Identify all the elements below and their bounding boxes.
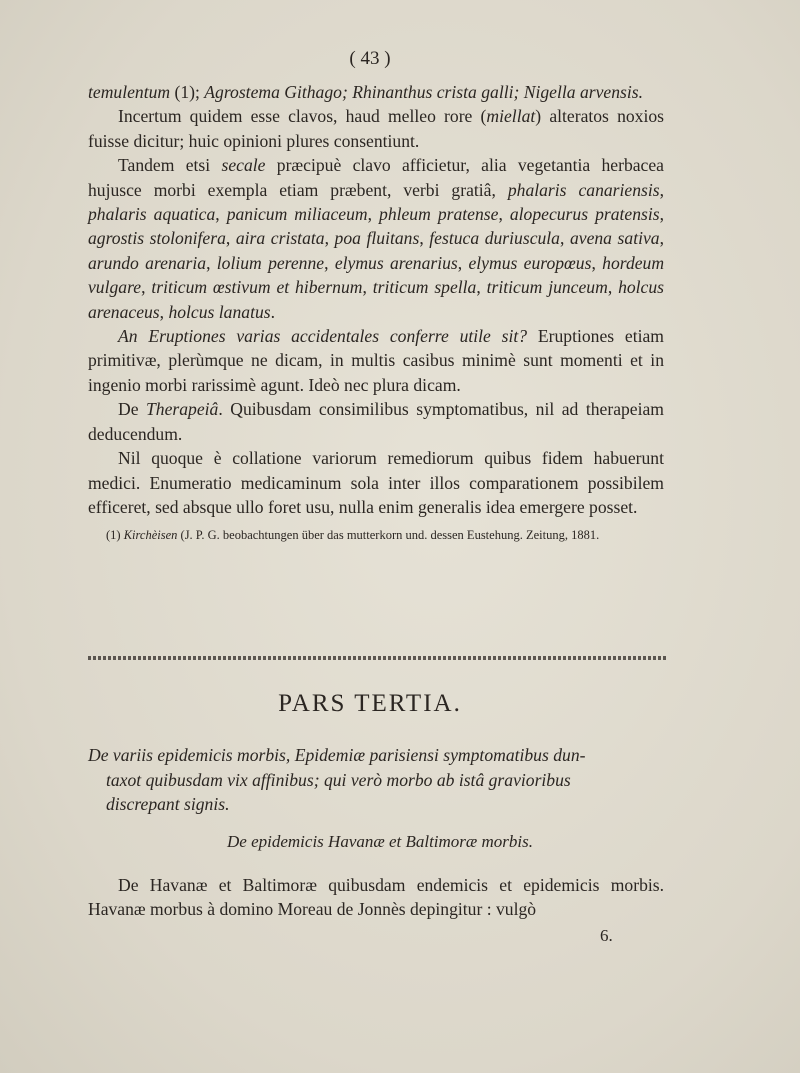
italic-run: agrostis stolonifera [88,228,226,249]
text-run: Tandem etsi [118,155,222,176]
paragraph [88,324,664,397]
text-run: , [498,204,510,225]
text-run: , [419,228,430,249]
italic-run: arundo arenaria [88,252,207,273]
text-run: , [225,228,236,249]
text-run: , [659,228,664,249]
italic-run: holcus arenaceus [88,277,665,322]
italic-run: poa fluitans [334,228,420,249]
italic-run: panicum miliaceum [226,204,368,225]
text-run: , [659,179,664,200]
body-text [88,873,664,922]
text-run: , [559,228,570,249]
italic-run: Agrostema Githago; Rhinanthus crista galli; Nigella arvensis. [204,82,643,102]
paragraph [88,397,664,446]
italic-run: triticum junceum [486,277,608,298]
italic-run: hordeum vulgare [88,252,665,298]
text-run: ) alteratos noxios fuisse dicitur; huic opinioni plures consentiunt. [88,106,665,151]
italic-run: lolium perenne [216,252,325,273]
page-number: ( 43 ) [349,48,391,69]
italic-run: miellat [486,106,536,127]
italic-run: holcus lanatus [168,301,271,322]
section-divider [88,656,666,660]
text-run: , [324,228,335,249]
subsection-heading: De epidemicis Havanæ et Baltimoræ morbis. [227,832,533,851]
text-run: (1) [106,528,124,543]
text-run: Eruptiones etiam primitivæ, plerùmque ne dicam, in multis casibus minimè sunt momenti et in ingenio morbi rarissimè agunt. Ideò nec plura dicam. [88,326,664,395]
text-run: , [324,252,335,273]
text-run: Nil quoque è collatione variorum remediorum quibus fidem habuerunt medici. Enumeratio medicaminum sola inter illos comparationem possibilem efficeret, sed absque ullo foret usu, nulla enim generalis idea emergere posset. [88,448,664,517]
summary-line: De variis epidemicis morbis, Epidemiæ parisiensi symptomatibus dun- [88,745,586,765]
italic-run: phalaris aquatica [88,204,216,225]
italic-run: avena sativa [569,228,660,249]
text-run: (1); [170,82,205,102]
text-run: . [270,301,276,322]
text-run: , [659,204,664,225]
paragraph [88,104,664,153]
italic-run: Kirchèisen [123,528,178,543]
section-heading: PARS TERTIA. [278,690,462,717]
italic-run: festuca duriuscula [429,228,560,249]
footnote [88,525,664,545]
text-run: , [476,277,487,298]
text-run: , [607,277,619,298]
italic-run: triticum spella [372,277,477,298]
text-run: , [159,301,169,322]
paragraph [88,153,664,324]
section-summary [88,743,664,817]
body-text [88,80,664,545]
italic-run: phalaris canariensis [507,179,660,200]
italic-run: temulentum [88,82,171,102]
paragraph [88,446,664,519]
italic-run: An Eruptiones varias accidentales conferre utile sit? [118,326,528,347]
text-run: , [362,277,373,298]
text-run: De [118,399,147,420]
italic-run: secale [221,155,266,176]
text-run: , [141,277,152,298]
text-run: . Quibusdam consimilibus symptomatibus, nil ad therapeiam deducendum. [88,399,664,444]
text-run: , [457,252,469,273]
italic-run: triticum œstivum et hibernum [151,277,363,298]
italic-run: Therapeiâ [146,399,219,420]
summary-line: taxot quibusdam vix affinibus; qui verò morbo ab istâ gravioribus [106,769,571,790]
italic-run: aira cristata [235,228,325,249]
text-run: Incertum quidem esse clavos, haud melleo rore ( [118,106,487,127]
text-run: , [206,252,217,273]
text-run: , [367,204,380,225]
text-run: , [591,252,603,273]
summary-line: discrepant signis. [106,794,230,814]
text-run: , [215,204,227,225]
italic-run: elymus europœus [468,252,592,273]
paragraph [88,80,664,104]
italic-run: alopecurus pratensis [509,204,660,225]
signature-mark: 6. [600,926,613,945]
text-run: De Havanæ et Baltimoræ quibusdam endemicis et epidemicis morbis. Havanæ morbus à domino Moreau de Jonnès depingitur : vulgò [88,875,664,920]
paragraph [88,873,664,922]
text-run: (J. P. G. beobachtungen über das mutterkorn und. dessen Eustehung. Zeitung, 1881. [177,528,600,543]
italic-run: phleum pratense [379,204,499,225]
text-run: præcipuè clavo afficietur, alia vegetantia herbacea hujusce morbi exempla etiam præbent, verbi gratiâ, [88,155,664,200]
italic-run: elymus arenarius [334,252,458,273]
